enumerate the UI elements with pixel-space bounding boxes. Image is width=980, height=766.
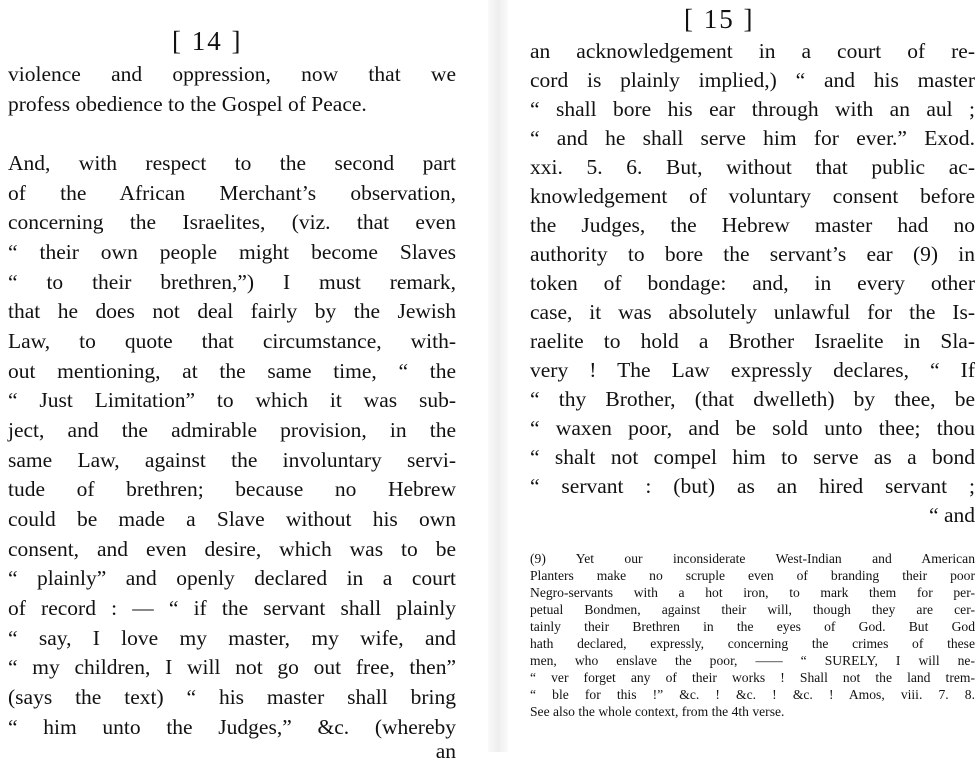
catchword: an: [435, 739, 456, 763]
text-line: “ and he shall serve him for ever.” Exod.: [530, 126, 975, 150]
footnote-line: men, who enslave the poor, —— “ SURELY, I will ne-: [530, 653, 975, 668]
text-line: “ Just Limitation” to which it was sub-: [8, 388, 456, 412]
text-line: “ shall bore his ear through with an aul ;: [530, 97, 975, 121]
text-line: consent, and even desire, which was to be: [8, 537, 456, 561]
text-line: “ to their brethren,”) I must remark,: [8, 270, 456, 294]
text-line: “ my children, I will not go out free, then”: [8, 655, 456, 679]
text-line: (says the text) “ his master shall bring: [8, 685, 456, 709]
text-line: case, it was absolutely unlawful for the Is-: [530, 300, 975, 324]
footnote-line: tainly their Brethren in the eyes of God. But God: [530, 619, 975, 634]
text-line: cord is plainly implied,) “ and his master: [530, 68, 975, 92]
text-line: ject, and the admirable provision, in the: [8, 418, 456, 442]
text-line: “ plainly” and openly declared in a court: [8, 566, 456, 590]
footnote-line: petual Bondmen, against their will, though they are cer-: [530, 602, 975, 617]
text-line: “ thy Brother, (that dwelleth) by thee, be: [530, 387, 975, 411]
page-number-left: [ 14 ]: [172, 26, 243, 56]
text-line: “ their own people might become Slaves: [8, 240, 456, 264]
footnote-line: (9) Yet our inconsiderate West-Indian and American: [530, 551, 975, 566]
text-line: violence and oppression, now that we: [8, 62, 456, 86]
text-line: “ shalt not compel him to serve as a bond: [530, 445, 975, 469]
text-line: xxi. 5. 6. But, without that public ac-: [530, 155, 975, 179]
left-page: [0, 0, 488, 763]
book-gutter: [488, 0, 508, 752]
text-line: Law, to quote that circumstance, with-: [8, 329, 456, 353]
text-line: that he does not deal fairly by the Jewish: [8, 299, 456, 323]
footnote-line: “ ver forget any of their works ! Shall not the land trem-: [530, 670, 975, 685]
text-line: “ waxen poor, and be sold unto thee; thou: [530, 416, 975, 440]
text-line: concerning the Israelites, (viz. that even: [8, 210, 456, 234]
footnote-line: “ ble for this !” &c. ! &c. ! &c. ! Amos, viii. 7. 8.: [530, 687, 975, 702]
text-line: profess obedience to the Gospel of Peace.: [8, 92, 367, 116]
text-line: token of bondage: and, in every other: [530, 271, 975, 295]
text-line: out mentioning, at the same time, “ the: [8, 359, 456, 383]
text-line: of record : — “ if the servant shall plainly: [8, 596, 456, 620]
text-line: could be made a Slave without his own: [8, 507, 456, 531]
footnote-line: See also the whole context, from the 4th verse.: [530, 704, 785, 719]
text-line: of the African Merchant’s observation,: [8, 181, 456, 205]
footnote-line: Planters make no scruple even of branding their poor: [530, 568, 975, 583]
text-line: authority to bore the servant’s ear (9) in: [530, 242, 975, 266]
text-line: tude of brethren; because no Hebrew: [8, 477, 456, 501]
text-line: “ servant : (but) as an hired servant ;: [530, 474, 975, 498]
text-line: raelite to hold a Brother Israelite in Sla-: [530, 329, 975, 353]
right-page: [508, 0, 980, 752]
footnote-line: hath declared, expressly, concerning the crimes of these: [530, 636, 975, 651]
page-number-right: [ 15 ]: [684, 4, 755, 34]
catchword: “ and: [929, 503, 975, 527]
text-line: knowledgement of voluntary consent before: [530, 184, 975, 208]
text-line: “ him unto the Judges,” &c. (whereby: [8, 715, 456, 739]
text-line: the Judges, the Hebrew master had no: [530, 213, 975, 237]
text-line: And, with respect to the second part: [8, 151, 456, 175]
text-line: “ say, I love my master, my wife, and: [8, 626, 456, 650]
footnote-line: Negro-servants with a hot iron, to mark them for per-: [530, 585, 975, 600]
text-line: an acknowledgement in a court of re-: [530, 39, 975, 63]
text-line: very ! The Law expressly declares, “ If: [530, 358, 975, 382]
text-line: same Law, against the involuntary servi-: [8, 448, 456, 472]
